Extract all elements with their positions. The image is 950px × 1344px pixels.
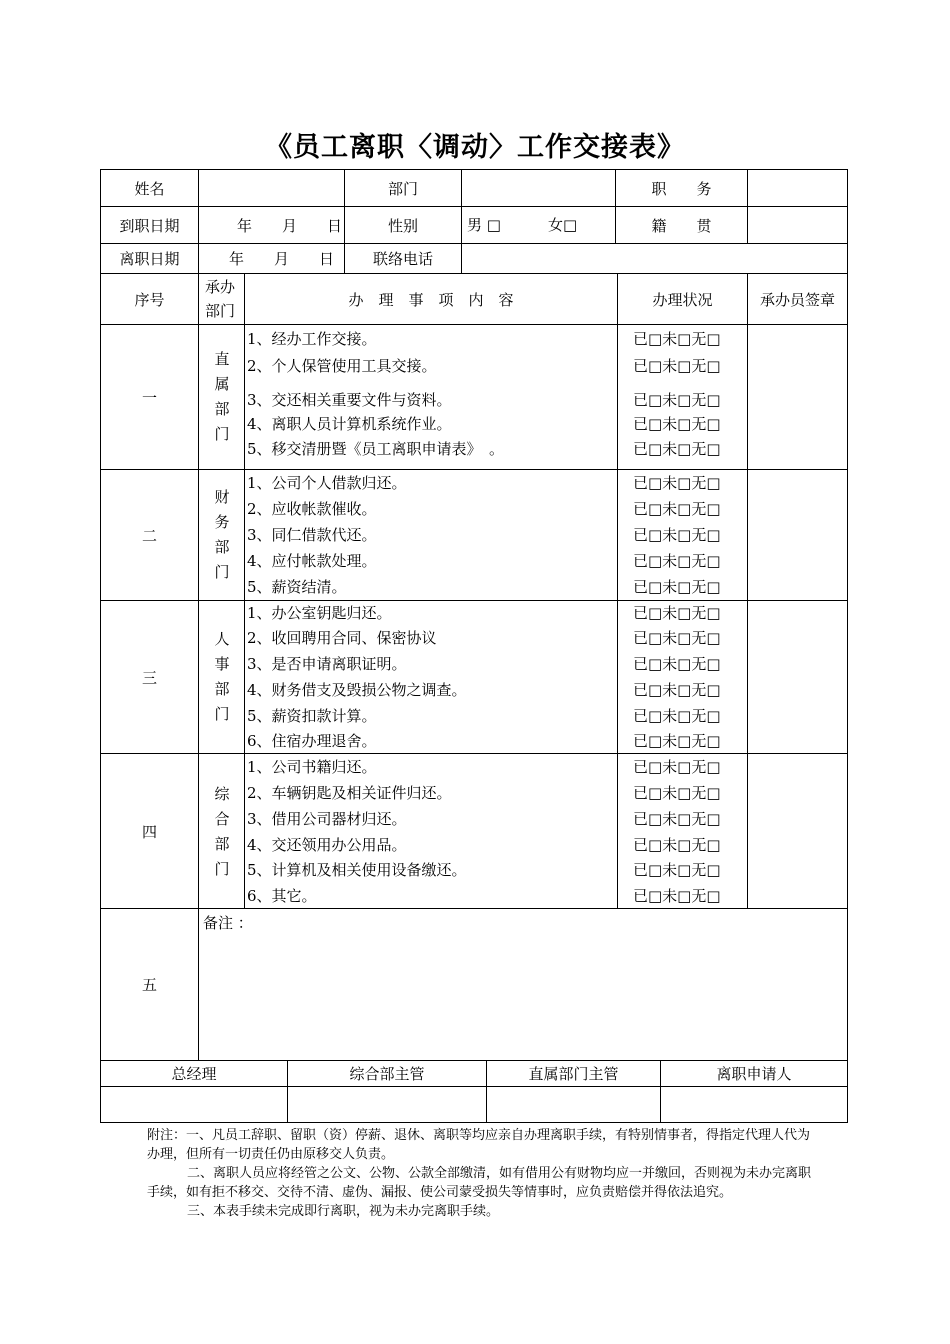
status-header: 办理状况 [652, 290, 713, 309]
status-checkboxes[interactable]: 已□未□无□ [633, 578, 721, 596]
list-item: 4、应付帐款处理。 [247, 552, 377, 570]
signature-label: 总经理 [171, 1065, 217, 1083]
section-dept: 人 事 部 门 [214, 630, 230, 723]
section-dept: 直 属 部 门 [214, 350, 230, 443]
content-header: 办 理 事 项 内 容 [348, 290, 514, 309]
status-checkboxes[interactable]: 已□未□无□ [633, 836, 721, 854]
signature-field[interactable] [487, 1087, 660, 1122]
phone-field[interactable] [462, 244, 847, 273]
status-checkboxes[interactable]: 已□未□无□ [633, 330, 721, 348]
signature-label: 直属部门主管 [528, 1065, 619, 1083]
list-item: 6、其它。 [247, 887, 317, 905]
list-item: 3、交还相关重要文件与资料。 [247, 391, 452, 409]
position-label: 职 务 [651, 179, 712, 198]
list-item: 1、经办工作交接。 [247, 330, 377, 348]
footnote: 二、离职人员应将经管之公文、公物、公款全部缴清，如有借用公有财物均应一并缴回，否则视为未办完离职手续，如有拒不移交、交待不清、虚伪、漏报、使公司蒙受损失等情事时，应负责赔偿并得依法追究。 [147, 1166, 812, 1200]
list-item: 1、办公室钥匙归还。 [247, 604, 392, 622]
hire-date-label: 到职日期 [119, 216, 180, 235]
row-divider [100, 324, 848, 325]
list-item: 4、财务借支及毁损公物之调查。 [247, 681, 467, 699]
signature-field[interactable] [288, 1087, 486, 1122]
section-seq: 二 [141, 526, 157, 545]
native-place-field[interactable] [748, 207, 847, 243]
list-item: 4、离职人员计算机系统作业。 [247, 415, 452, 433]
footnotes [147, 1126, 812, 1221]
remarks-label: 备注 ： [203, 914, 253, 932]
dept-header-line1: 承办 [205, 278, 236, 296]
signature-field[interactable] [661, 1087, 847, 1122]
leave-date-label: 离职日期 [119, 250, 180, 268]
sign-header: 承办员签章 [759, 290, 835, 309]
seq-header: 序号 [134, 290, 165, 309]
footnote: 附注：一、凡员工辞职、留职（资）停薪、退休、离职等均应亲自办理离职手续，有特别情事者，得指定代理人代为办理，但所有一切责任仍由原移交人负责。 [147, 1128, 811, 1162]
status-checkboxes[interactable]: 已□未□无□ [633, 810, 721, 828]
status-checkboxes[interactable]: 已□未□无□ [633, 861, 721, 879]
col-divider [747, 273, 748, 909]
status-checkboxes[interactable]: 已□未□无□ [633, 415, 721, 433]
list-item: 1、公司书籍归还。 [247, 758, 377, 776]
page-title: 《员工离职〈调动〉工作交接表》 [265, 132, 685, 163]
footnote: 三、本表手续未完成即行离职，视为未办完离职手续。 [187, 1204, 500, 1219]
list-item: 1、公司个人借款归还。 [247, 474, 407, 492]
list-item: 3、借用公司器材归还。 [247, 810, 407, 828]
status-checkboxes[interactable]: 已□未□无□ [633, 391, 721, 409]
section-dept: 财 务 部 门 [214, 488, 230, 581]
remarks-field[interactable] [199, 935, 847, 1060]
status-checkboxes[interactable]: 已□未□无□ [633, 604, 721, 622]
name-label: 姓名 [134, 179, 165, 198]
list-item: 3、同仁借款代还。 [247, 526, 377, 544]
section-seq: 五 [141, 976, 157, 994]
gender-label: 性别 [387, 216, 418, 235]
status-checkboxes[interactable]: 已□未□无□ [633, 552, 721, 570]
status-checkboxes[interactable]: 已□未□无□ [633, 474, 721, 492]
list-item: 4、交还领用办公用品。 [247, 836, 407, 854]
name-field[interactable] [199, 170, 344, 206]
status-checkboxes[interactable]: 已□未□无□ [633, 707, 721, 725]
status-checkboxes[interactable]: 已□未□无□ [633, 629, 721, 647]
table-border [847, 169, 848, 1123]
status-checkboxes[interactable]: 已□未□无□ [633, 440, 721, 458]
status-checkboxes[interactable]: 已□未□无□ [633, 758, 721, 776]
list-item: 2、个人保管使用工具交接。 [247, 357, 437, 375]
list-item: 5、计算机及相关使用设备缴还。 [247, 861, 467, 879]
hire-date-field[interactable]: 年 月 日 [236, 216, 342, 235]
row-divider [100, 600, 848, 601]
gender-male-checkbox[interactable]: 男 □ [467, 216, 501, 234]
native-place-label: 籍 贯 [651, 216, 712, 235]
list-item: 5、移交清册暨《员工离职申请表》 。 [247, 440, 505, 458]
dept-label: 部门 [387, 179, 418, 198]
section-dept: 综 合 部 门 [214, 785, 230, 878]
status-checkboxes[interactable]: 已□未□无□ [633, 655, 721, 673]
gender-female-checkbox[interactable]: 女□ [548, 216, 578, 234]
status-checkboxes[interactable]: 已□未□无□ [633, 732, 721, 750]
list-item: 5、薪资结清。 [247, 578, 347, 596]
list-item: 2、车辆钥匙及相关证件归还。 [247, 784, 452, 802]
list-item: 2、收回聘用合同、保密协议 [247, 629, 437, 647]
phone-label: 联络电话 [372, 250, 433, 268]
col-divider [244, 273, 245, 909]
list-item: 5、薪资扣款计算。 [247, 707, 377, 725]
signature-label: 离职申请人 [716, 1065, 792, 1083]
signature-field[interactable] [101, 1087, 287, 1122]
dept-header-line2: 部门 [205, 302, 236, 320]
section-seq: 三 [141, 668, 157, 687]
status-checkboxes[interactable]: 已□未□无□ [633, 500, 721, 518]
list-item: 2、应收帐款催收。 [247, 500, 377, 518]
table-border [100, 1122, 848, 1123]
signature-label: 综合部主管 [349, 1065, 425, 1083]
status-checkboxes[interactable]: 已□未□无□ [633, 357, 721, 375]
row-divider [100, 469, 848, 470]
dept-field[interactable] [462, 170, 615, 206]
status-checkboxes[interactable]: 已□未□无□ [633, 681, 721, 699]
col-divider [617, 273, 618, 909]
row-divider [100, 753, 848, 754]
section-seq: 四 [141, 822, 157, 841]
list-item: 6、住宿办理退舍。 [247, 732, 377, 750]
row-divider [100, 908, 848, 909]
list-item: 3、是否申请离职证明。 [247, 655, 407, 673]
status-checkboxes[interactable]: 已□未□无□ [633, 526, 721, 544]
position-field[interactable] [748, 170, 847, 206]
status-checkboxes[interactable]: 已□未□无□ [633, 887, 721, 905]
section-seq: 一 [141, 388, 157, 407]
leave-date-field[interactable]: 年 月 日 [228, 250, 334, 268]
status-checkboxes[interactable]: 已□未□无□ [633, 784, 721, 802]
